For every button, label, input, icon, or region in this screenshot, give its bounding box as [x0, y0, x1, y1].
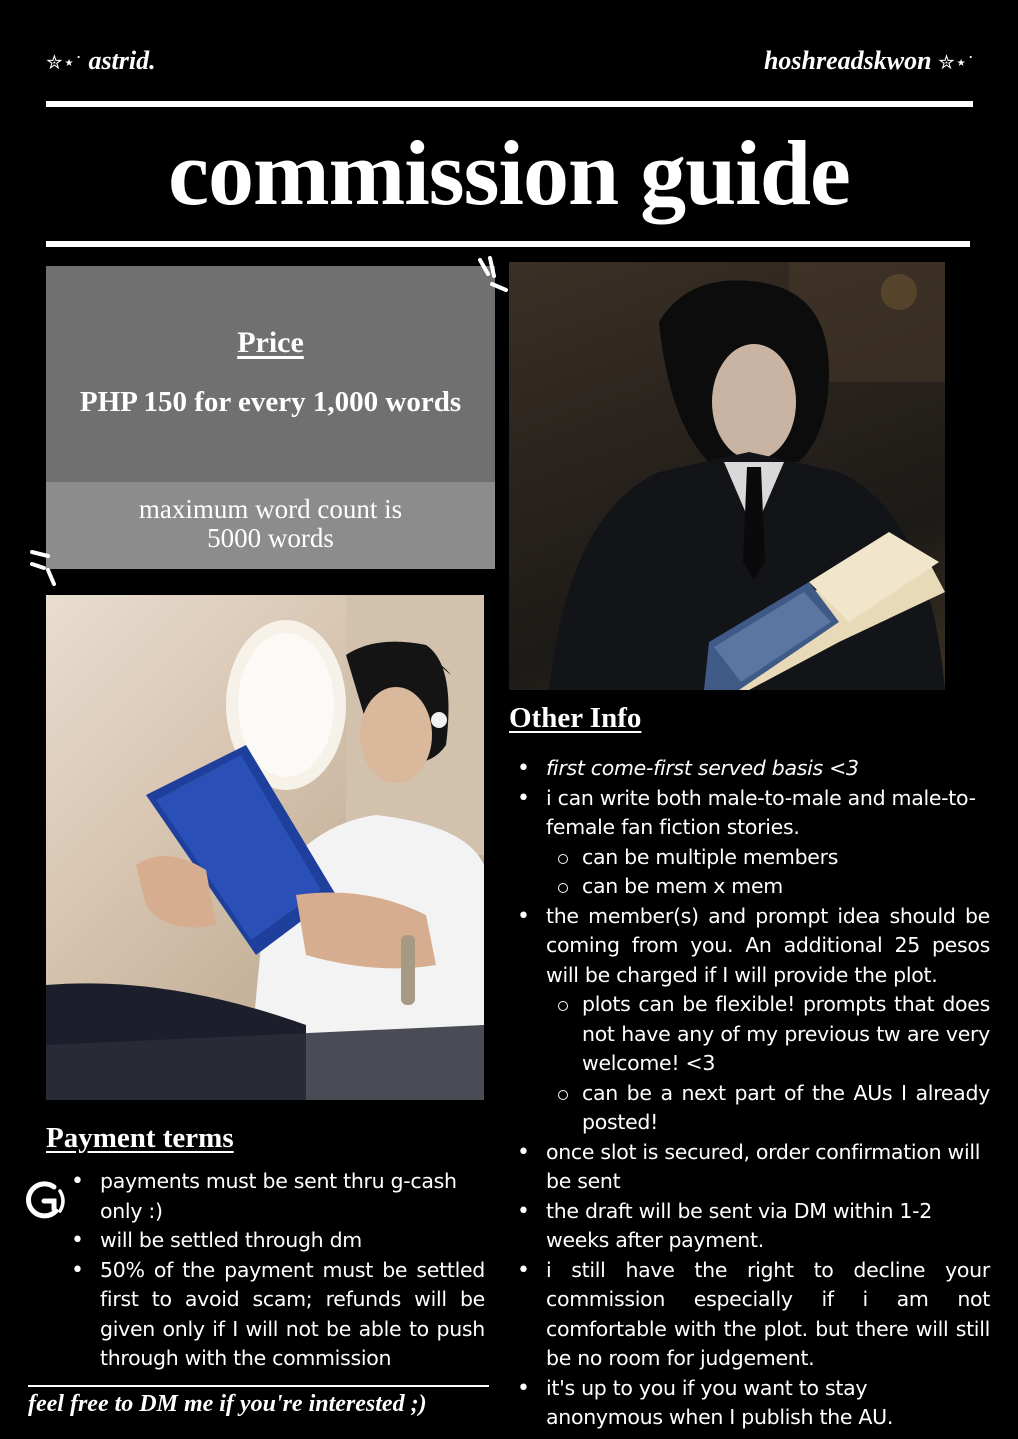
header-right-handle: hoshreadskwon — [763, 46, 932, 75]
page-title: commission guide — [168, 122, 850, 224]
list-subitem: plots can be flexible! prompts that does not have any of my previous tw are very welcome! <3 — [509, 990, 990, 1079]
list-item: • will be settled through dm — [63, 1226, 485, 1256]
list-item: • payments must be sent thru g-cash only :) — [63, 1167, 485, 1226]
price-heading: Price — [237, 326, 304, 359]
price-value: PHP 150 for every 1,000 words — [79, 386, 462, 418]
list-item: • the member(s) and prompt idea should be coming from you. An additional 25 pesos will be charged if I will provide the plot. — [509, 902, 990, 991]
price-box — [46, 266, 495, 482]
star-icon: ✮⋆˙ — [938, 52, 974, 74]
footer-note: feel free to DM me if you're interested ;) — [28, 1391, 427, 1417]
sparkle-icon — [28, 548, 64, 588]
other-info-heading: Other Info — [509, 702, 642, 734]
list-item: • once slot is secured, order confirmation will be sent — [509, 1138, 990, 1197]
list-item: • first come-first served basis <3 — [509, 754, 990, 784]
list-subitem: can be mem x mem — [509, 872, 990, 902]
divider-footer — [28, 1385, 489, 1387]
list-item: • i can write both male-to-male and male-to-female fan fiction stories. — [509, 784, 990, 843]
photo-reading-suit — [509, 262, 945, 690]
header-left-name: astrid. — [88, 46, 156, 75]
photo-reading-airplane — [46, 595, 484, 1100]
list-item: • 50% of the payment must be settled first to avoid scam; refunds will be given only if I will not be able to push through with the commission — [63, 1256, 485, 1374]
header-left — [46, 46, 156, 76]
list-item: • i still have the right to decline your commission especially if i am not comfortable with the plot. but there will still be no room for judgement. — [509, 1256, 990, 1374]
list-item: • it's up to you if you want to stay anonymous when I publish the AU. — [509, 1374, 990, 1433]
divider-bottom — [46, 241, 970, 247]
list-item: • the draft will be sent via DM within 1-2 weeks after payment. — [509, 1197, 990, 1256]
payment-terms-list — [63, 1167, 485, 1374]
other-info-list — [509, 754, 990, 1433]
list-subitem: can be multiple members — [509, 843, 990, 873]
payment-terms-heading: Payment terms — [46, 1122, 234, 1154]
star-icon: ✮⋆˙ — [46, 52, 82, 74]
header-right — [764, 46, 974, 76]
max-word-count-box — [46, 482, 495, 569]
divider-top — [46, 101, 973, 107]
max-word-line-2: 5000 words — [207, 523, 334, 553]
max-word-line-1: maximum word count is — [138, 494, 403, 524]
list-subitem: can be a next part of the AUs I already posted! — [509, 1079, 990, 1138]
sparkle-icon — [474, 256, 510, 296]
